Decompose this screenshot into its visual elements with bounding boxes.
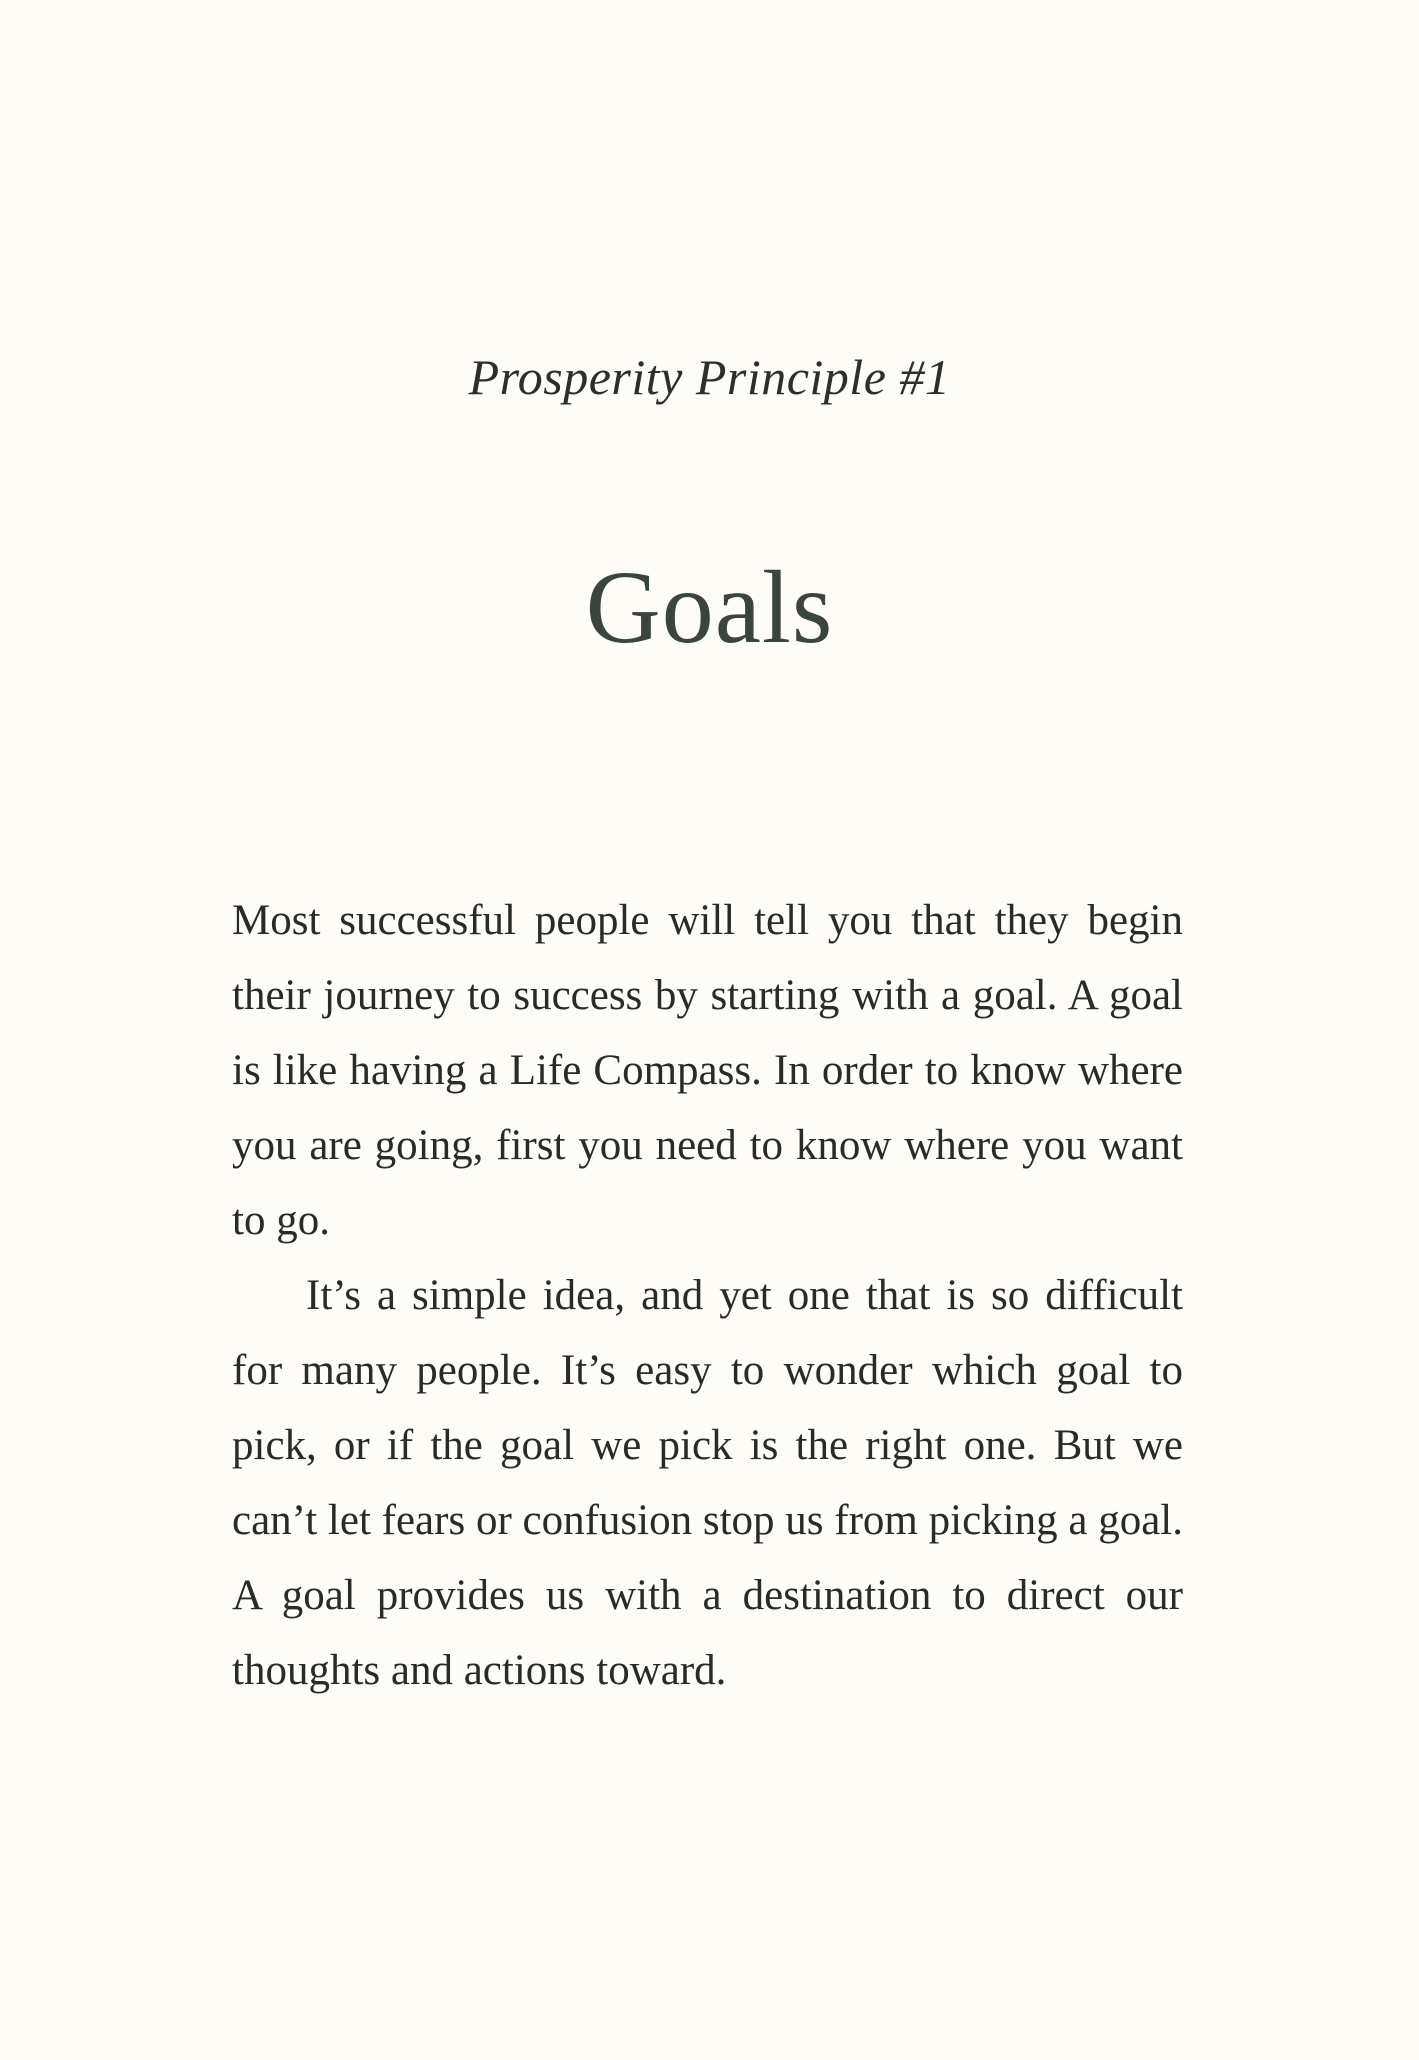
paragraph-2: It’s a simple idea, and yet one that is so difficult for many people. It’s easy to wonder which goal to pick, or if the goal we pick is the right one. But we can’t let fears or confusion stop us from picking a goal. A goal provides us with a destination to direct our thoughts and actions toward. <box>232 1272 1183 1694</box>
chapter-subtitle: Prosperity Principle #1 <box>468 349 951 405</box>
paragraph-1: Most successful people will tell you that they begin their journey to success by starting with a goal. A goal is like having a Life Compass. In order to know where you are going, first you need to know where you want to go. <box>232 897 1183 1244</box>
body-text <box>232 883 1183 1708</box>
chapter-title: Goals <box>585 550 834 665</box>
